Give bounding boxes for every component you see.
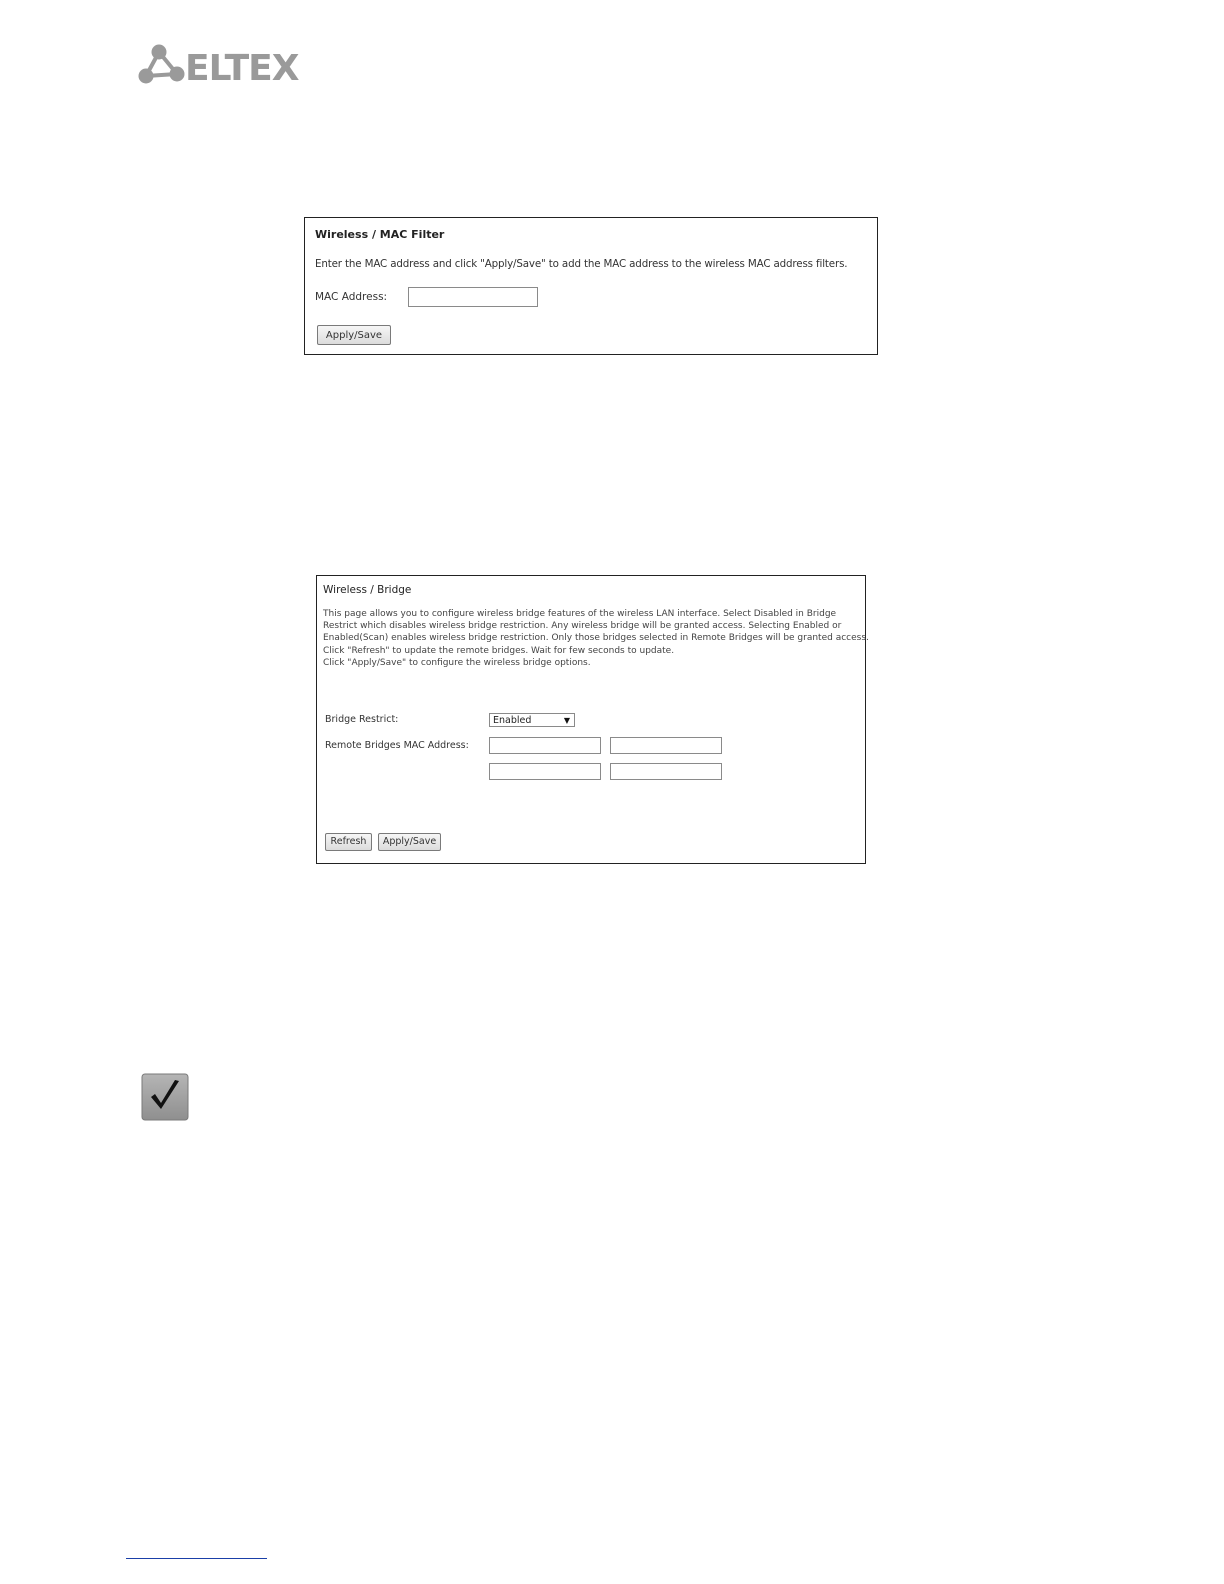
- bridge-restrict-value: Enabled: [493, 715, 532, 726]
- remote-bridges-label: Remote Bridges MAC Address:: [325, 740, 469, 751]
- bridge-restrict-label: Bridge Restrict:: [325, 714, 399, 725]
- bridge-description-line: Enabled(Scan) enables wireless bridge restriction. Only those bridges selected in Remote Bridges will be granted access.: [323, 633, 869, 643]
- bridge-description-line: Restrict which disables wireless bridge restriction. Any wireless bridge will be granted access. Selecting Enabled or: [323, 621, 842, 631]
- mac-filter-panel: [304, 217, 878, 355]
- apply-save-button[interactable]: Apply/Save: [378, 833, 441, 851]
- logo-wordmark: ELTEX: [185, 48, 299, 88]
- bridge-restrict-select[interactable]: [489, 713, 575, 727]
- bridge-title: Wireless / Bridge: [323, 584, 412, 596]
- mac-filter-title: Wireless / MAC Filter: [315, 228, 445, 241]
- wireless-bridge-panel: [316, 575, 869, 864]
- checkmark-icon: [141, 1073, 189, 1121]
- bridge-description-line: Click "Apply/Save" to configure the wireless bridge options.: [323, 658, 591, 668]
- mac-filter-instruction: Enter the MAC address and click "Apply/Save" to add the MAC address to the wireless MAC address filters.: [315, 258, 848, 270]
- remote-bridge-mac-input[interactable]: [489, 763, 601, 780]
- remote-bridge-mac-input[interactable]: [610, 737, 722, 754]
- chevron-down-icon: ▼: [563, 716, 570, 725]
- bridge-description-line: This page allows you to configure wireless bridge features of the wireless LAN interface. Select Disabled in Bridge: [323, 609, 837, 619]
- mac-address-input[interactable]: [408, 287, 538, 307]
- refresh-button[interactable]: Refresh: [325, 833, 372, 851]
- remote-bridge-mac-input[interactable]: [489, 737, 601, 754]
- remote-bridge-mac-input[interactable]: [610, 763, 722, 780]
- bridge-description-line: Click "Refresh" to update the remote bridges. Wait for few seconds to update.: [323, 646, 675, 656]
- apply-save-button[interactable]: Apply/Save: [317, 325, 391, 345]
- footer-link-underline: [126, 1558, 267, 1559]
- mac-address-label: MAC Address:: [315, 291, 388, 303]
- eltex-logo: [137, 42, 307, 88]
